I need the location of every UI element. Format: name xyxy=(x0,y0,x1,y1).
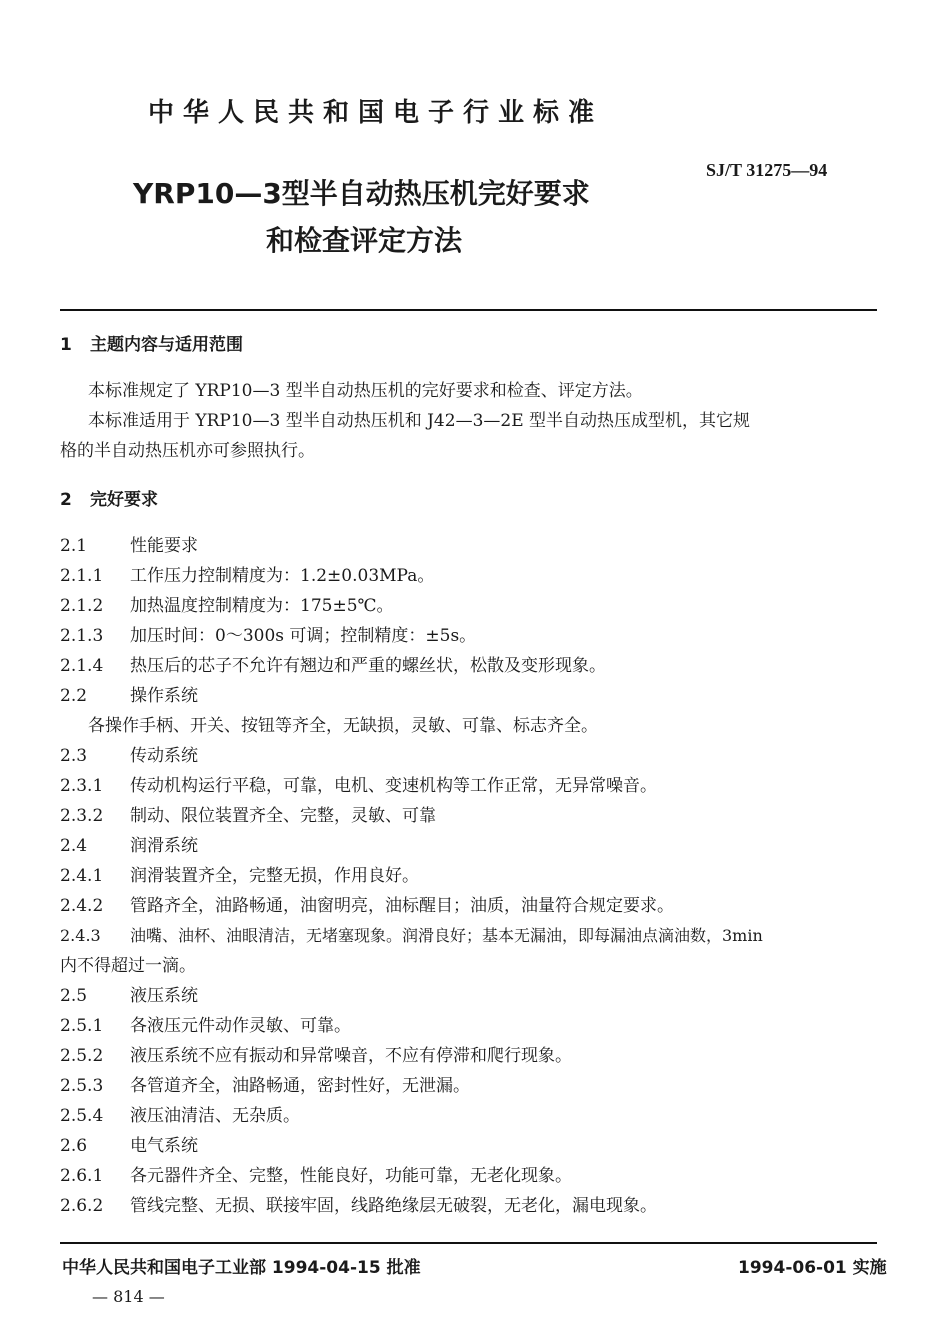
section-title: 完好要求 xyxy=(90,490,158,510)
item-text: 各操作手柄、开关、按钮等齐全，无缺损，灵敏、可靠、标志齐全。 xyxy=(88,716,598,736)
item-number: 2.5.1 xyxy=(60,1016,104,1036)
list-item xyxy=(60,1136,198,1156)
section-number: 2 xyxy=(60,490,72,510)
item-number: 2.1.3 xyxy=(60,626,104,646)
item-number: 2.5.2 xyxy=(60,1046,104,1066)
list-item xyxy=(60,956,196,976)
list-item xyxy=(60,836,198,856)
item-number: 2.1.4 xyxy=(60,656,104,676)
list-item xyxy=(60,926,763,946)
item-text: 液压系统 xyxy=(130,986,198,1006)
list-item xyxy=(60,686,198,706)
item-text: 传动系统 xyxy=(130,746,198,766)
list-item xyxy=(60,746,198,766)
item-number: 2.3 xyxy=(60,746,88,766)
list-item xyxy=(60,536,198,556)
item-number: 2.5.4 xyxy=(60,1106,104,1126)
item-number: 2.4.3 xyxy=(60,926,101,945)
item-number: 2.1.1 xyxy=(60,566,104,586)
item-number: 2.6.2 xyxy=(60,1196,104,1216)
item-text: 各管道齐全，油路畅通，密封性好，无泄漏。 xyxy=(130,1076,470,1096)
list-item xyxy=(60,1016,351,1036)
list-item xyxy=(60,866,419,886)
list-item xyxy=(60,656,606,676)
list-item xyxy=(60,566,434,586)
item-text: 液压系统不应有振动和异常噪音，不应有停滞和爬行现象。 xyxy=(130,1046,572,1066)
list-item xyxy=(60,1166,572,1186)
item-number: 2.1 xyxy=(60,536,88,556)
document-title-line-1: YRP10—3型半自动热压机完好要求 xyxy=(133,177,590,210)
paragraph-continuation: 格的半自动热压机亦可参照执行。 xyxy=(60,441,315,461)
paragraph: 本标准适用于 YRP10—3 型半自动热压机和 J42—3—2E 型半自动热压成型机，其它规 xyxy=(88,411,751,431)
item-text: 传动机构运行平稳，可靠，电机、变速机构等工作正常，无异常噪音。 xyxy=(130,776,657,796)
item-number: 2.3.1 xyxy=(60,776,104,796)
item-text: 加压时间：0～300s 可调；控制精度：±5s。 xyxy=(130,626,477,646)
item-text: 加热温度控制精度为：175±5℃。 xyxy=(130,596,394,616)
item-number: 2.1.2 xyxy=(60,596,104,616)
item-number: 2.3.2 xyxy=(60,806,104,826)
implementation-date: 1994-06-01 实施 xyxy=(738,1258,887,1278)
list-item xyxy=(60,626,476,646)
issuing-organization: 中华人民共和国电子行业标准 xyxy=(148,98,604,128)
item-text: 制动、限位装置齐全、完整，灵敏、可靠 xyxy=(130,806,436,826)
item-number: 2.2 xyxy=(60,686,88,706)
list-item xyxy=(60,1196,657,1216)
list-item xyxy=(60,1046,572,1066)
page-number: — 814 — xyxy=(92,1287,165,1306)
item-text: 操作系统 xyxy=(130,686,198,706)
item-text: 热压后的芯子不允许有翘边和严重的螺丝状，松散及变形现象。 xyxy=(130,656,606,676)
list-item xyxy=(60,806,436,826)
list-item xyxy=(60,1106,300,1126)
list-item xyxy=(60,1076,470,1096)
footer-divider xyxy=(60,1242,877,1244)
section-title: 主题内容与适用范围 xyxy=(90,335,243,355)
item-number: 2.4.2 xyxy=(60,896,104,916)
item-text: 工作压力控制精度为：1.2±0.03MPa。 xyxy=(130,566,435,586)
item-number: 2.5 xyxy=(60,986,88,1006)
list-item xyxy=(60,596,394,616)
item-text: 液压油清洁、无杂质。 xyxy=(130,1106,300,1126)
section-2-heading xyxy=(60,490,158,510)
section-number: 1 xyxy=(60,335,72,355)
item-text: 各液压元件动作灵敏、可靠。 xyxy=(130,1016,351,1036)
item-number: 2.4 xyxy=(60,836,88,856)
item-number: 2.5.3 xyxy=(60,1076,104,1096)
document-title-line-2: 和检查评定方法 xyxy=(266,224,463,257)
list-item xyxy=(60,776,657,796)
item-text: 润滑系统 xyxy=(130,836,198,856)
approval-line: 中华人民共和国电子工业部 1994-04-15 批准 xyxy=(62,1258,421,1278)
item-text: 管线完整、无损、联接牢固，线路绝缘层无破裂，无老化，漏电现象。 xyxy=(130,1196,657,1216)
paragraph: 本标准规定了 YRP10—3 型半自动热压机的完好要求和检查、评定方法。 xyxy=(88,381,643,401)
item-text: 电气系统 xyxy=(130,1136,198,1156)
list-item xyxy=(60,986,198,1006)
item-text: 内不得超过一滴。 xyxy=(60,956,196,976)
item-text: 管路齐全，油路畅通，油窗明亮，油标醒目；油质，油量符合规定要求。 xyxy=(130,896,674,916)
section-1-heading xyxy=(60,335,243,355)
item-number: 2.4.1 xyxy=(60,866,104,886)
list-item xyxy=(60,896,674,916)
standard-code: SJ/T 31275—94 xyxy=(706,160,828,180)
item-text: 润滑装置齐全，完整无损，作用良好。 xyxy=(130,866,419,886)
item-text: 各元器件齐全、完整，性能良好，功能可靠，无老化现象。 xyxy=(130,1166,572,1186)
item-number: 2.6 xyxy=(60,1136,88,1156)
list-item xyxy=(88,716,598,736)
item-text: 性能要求 xyxy=(130,536,198,556)
item-number: 2.6.1 xyxy=(60,1166,104,1186)
header-divider xyxy=(60,309,877,311)
item-text: 油嘴、油杯、油眼清洁，无堵塞现象。润滑良好；基本无漏油，即每漏油点滴油数，3min xyxy=(130,926,763,945)
